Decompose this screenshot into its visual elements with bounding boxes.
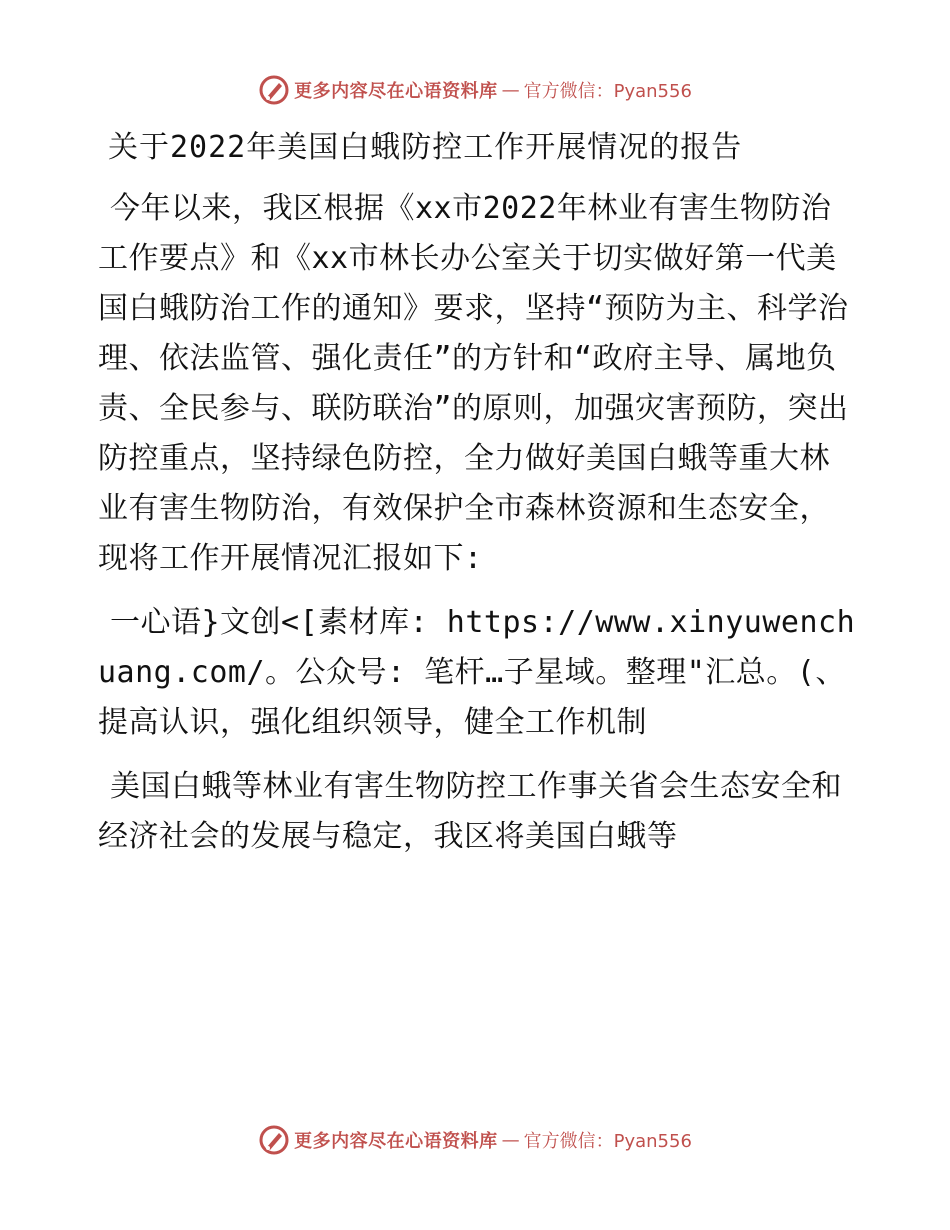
watermark-brand: 更多内容尽在心语资料库 bbox=[294, 81, 498, 102]
watermark-separator: — bbox=[501, 1129, 520, 1151]
document-title: 关于2022年美国白蛾防控工作开展情况的报告 bbox=[108, 130, 743, 165]
paragraph-intro: 今年以来，我区根据《xx市2022年林业有害生物防治工作要点》和《xx市林长办公室关于切实做好第一代美国白蛾防治工作的通知》要求，坚持“预防为主、科学治理、依法监管、强化责任”的方针和“政府主导、属地负责、全民参与、联防联治”的原则，加强灾害预防，突出防控重点，坚持绿色防控，全力做好美国白蛾等重大林业有害生物防治，有效保护全市森林资源和生态安全，现将工作开展情况汇报如下: bbox=[98, 191, 849, 576]
watermark-contact: 官方微信：Pyan556 bbox=[523, 1131, 692, 1152]
document-body bbox=[98, 122, 858, 876]
watermark-footer bbox=[0, 1120, 950, 1160]
pen-logo-icon bbox=[258, 1124, 290, 1156]
watermark-brand: 更多内容尽在心语资料库 bbox=[294, 1131, 498, 1152]
watermark-header bbox=[0, 70, 950, 110]
pen-logo-icon bbox=[258, 74, 290, 106]
watermark-separator: — bbox=[501, 79, 520, 101]
paragraph-body: 美国白蛾等林业有害生物防控工作事关省会生态安全和经济社会的发展与稳定，我区将美国白蛾等 bbox=[98, 769, 842, 854]
paragraph-section-heading: 一心语}文创<[素材库: https://www.xinyuwenchuang.com/。公众号: 笔杆…子星域。整理"汇总。(、提高认识，强化组织领导，健全工作机制 bbox=[98, 605, 856, 740]
watermark-contact: 官方微信：Pyan556 bbox=[523, 81, 692, 102]
